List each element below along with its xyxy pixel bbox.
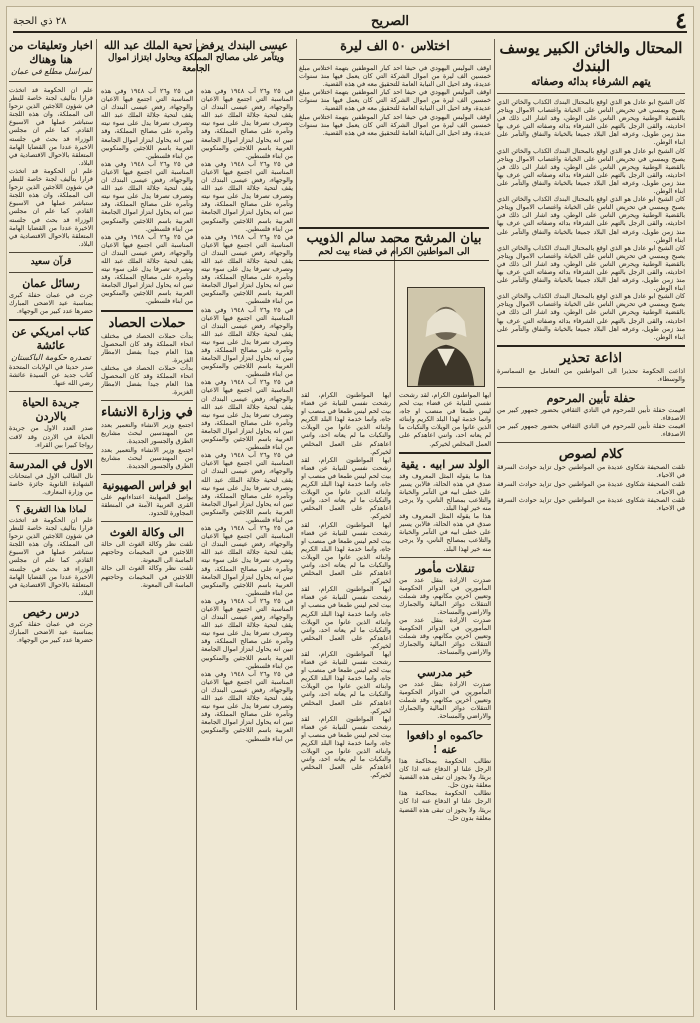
page-number: ٤ <box>675 8 687 34</box>
bandak-body-cont: في ٢٥ و٢٦ آب ١٩٤٨ وفي هذه المناسبة التي اجتمع فيها الاعيان والوجهاء، رفض عيسى البندك ان يقف لتحية جلالة الملك عبد الله وتصرف تصرفا يدل على سوء نيته وتآمره على مصالح المملكة، وقد تبين انه يحاول ابتزاز اموال الجامعة العربية باسم اللاجئين والمنكوبين من ابناء فلسطين. <box>201 232 293 306</box>
embezzlement-headline: اختلاس ٥٠ الف ليرة <box>340 39 450 54</box>
american-book-headline: كتاب امريكي عن عائشة <box>11 325 91 353</box>
right-col-headline: اخبار وتعليقات من هنا وهناك <box>9 39 93 66</box>
amman-headline: رسائل عمان <box>22 276 80 290</box>
first-place-body: نال الطالب الاول في امتحانات الشهادة الثانوية جائزة خاصة من وزارة المعارف. <box>9 471 93 496</box>
candidate-body-cont: ايها المواطنون الكرام، لقد رشحت نفسي للنيابة عن قضاء بيت لحم ليس طمعا في منصب او جاه، وانما خدمة لهذا البلد الكريم وابنائه الذين عانوا من الويلات والنكبات ما لم يعانه احد، وانني اعاهدكم على العمل المخلص لخيركم. <box>301 714 391 780</box>
obit-body: اقيمت حفلة تأبين للمرحوم في النادي الثقافي بحضور جمهور كبير من الاصدقاء. <box>497 406 685 423</box>
construction-body: اجتمع وزير الانشاء والتعمير بعدد من المهندسين لبحث مشاريع الطرق والجسور الجديدة. <box>101 421 193 446</box>
bandak-headline: عيسى البندك يرفض تحية الملك عبد الله <box>103 39 289 52</box>
transfers-body: صدرت الارادة بنقل عدد من المأمورين في الدوائر الحكومية وتعيين آخرين مكانهم، وقد شملت التنقلات دوائر المالية والجمارك والاراضي والمساحة. <box>399 575 491 616</box>
warning-body: اذاعت الحكومة تحذيرا الى المواطنين من التعامل مع السماسرة والوسطاء. <box>497 366 685 383</box>
lead-body-cont: كان الشيخ ابو عادل هو الذي اوقع بالمحتال البندك الكذاب والخائن الذي يصبح ويمسي في تحريض الناس على الخيانة واغتصاب الاموال ويتاجر بالقضية الوطنية ويحرض الناس على الوطن، وقد اشار الى ذلك في احاديثه، والقى الرجل بالتهم على الشرفاء بدائه وصفاته التي عرف بها منذ زمن طويل، وعرفه اهل البلاد جميعا بالخيانة والنفاق والتآمر على ابناء الوطن. <box>497 243 685 293</box>
bandak-subheadline: ويتآمر على مصالح المملكة ويحاول ابتزاز اموال الجامعة <box>108 53 284 74</box>
american-book-body: صدر حديثا في الولايات المتحدة كتاب جديد عن السيدة عائشة رضي الله عنها. <box>9 363 93 388</box>
teacher-body: صدرت الارادة بنقل عدد من المأمورين في الدوائر الحكومية وتعيين آخرين مكانهم، وقد شملت التنقلات دوائر المالية والجمارك والاراضي والمساحة. <box>399 679 491 720</box>
warning-headline: اذاعة تحذير <box>560 350 622 366</box>
relief-headline: الى وكالة الغوث <box>109 526 185 540</box>
thieves-headline: كلام لصوص <box>558 447 624 463</box>
bandak-banner <box>99 39 293 83</box>
zionist-body: يواصل الصهاينة اعتداءاتهم على القرى العربية الآمنة في المنطقة المجاورة للحدود. <box>101 492 193 518</box>
thieves-body: تلقت الصحيفة شكاوى عديدة من المواطنين حول تزايد حوادث السرقة في الاحياء. <box>497 463 685 480</box>
paper-name: الصريح <box>370 13 410 29</box>
held-headline: حاكموه او دافعوا عنه ! <box>406 729 484 756</box>
teacher-headline: خبر مدرسي <box>417 665 473 679</box>
quran-headline: قرآن سعيد <box>30 256 72 267</box>
column-rule <box>394 237 395 1010</box>
candidate-headline: بيان المرشح محمد سالم الذويب <box>306 231 482 246</box>
bandak-body-cont: في ٢٥ و٢٦ آب ١٩٤٨ وفي هذه المناسبة التي اجتمع فيها الاعيان والوجهاء، رفض عيسى البندك ان يقف لتحية جلالة الملك عبد الله وتصرف تصرفا يدل على سوء نيته وتآمره على مصالح المملكة، وقد تبين انه يحاول ابتزاز اموال الجامعة العربية باسم اللاجئين والمنكوبين من ابناء فلسطين. <box>201 524 293 597</box>
held-body: نطالب الحكومة بمحاكمة هذا الرجل علنا او الدفاع عنه اذا كان بريئا، ولا يجوز ان تبقى هذه القضية معلقة بدون حل. <box>399 757 491 790</box>
american-book-subheadline: تصدره حكومة الباكستان <box>11 353 91 363</box>
embezzlement-block <box>299 39 491 225</box>
candidate-banner <box>299 227 489 261</box>
bandak-body-cont: في ٢٥ و٢٦ آب ١٩٤٨ وفي هذه المناسبة التي اجتمع فيها الاعيان والوجهاء، رفض عيسى البندك ان يقف لتحية جلالة الملك عبد الله وتصرف تصرفا يدل على سوء نيته وتآمره على مصالح المملكة، وقد تبين انه يحاول ابتزاز اموال الجامعة العربية باسم اللاجئين والمنكوبين من ابناء فلسطين. <box>101 87 193 160</box>
bandak-body-cont: في ٢٥ و٢٦ آب ١٩٤٨ وفي هذه المناسبة التي اجتمع فيها الاعيان والوجهاء، رفض عيسى البندك ان يقف لتحية جلالة الملك عبد الله وتصرف تصرفا يدل على سوء نيته وتآمره على مصالح المملكة، وقد تبين انه يحاول ابتزاز اموال الجامعة العربية باسم اللاجئين والمنكوبين من ابناء فلسطين. <box>201 451 293 524</box>
column-rule <box>296 39 297 1010</box>
column-5 <box>101 87 193 1010</box>
right-col-body: علم ان الحكومة قد اتخذت قرارا بتأليف لجنة خاصة للنظر في شؤون اللاجئين الذين نزحوا الى المملكة، وان هذه اللجنة ستباشر عملها في الاسبوع القادم. كما علم ان مجلس الوزراء قد بحث في جلسته الاخيرة عددا من القضايا الهامة المتعلقة بالاحوال الاقتصادية في البلاد. <box>9 86 93 167</box>
candidate-subheadline: الى المواطنين الكرام في قضاء بيت لحم <box>318 247 470 257</box>
column-rule <box>96 39 97 1010</box>
candidate-body-cont: ايها المواطنون الكرام، لقد رشحت نفسي للنيابة عن قضاء بيت لحم ليس طمعا في منصب او جاه، وانما خدمة لهذا البلد الكريم وابنائه الذين عانوا من الويلات والنكبات ما لم يعانه احد، وانني اعاهدكم على العمل المخلص لخيركم. <box>301 455 391 521</box>
column-rule <box>196 39 197 1010</box>
harvest-headline: حملات الحصاد <box>108 315 186 331</box>
relief-body: نلفت نظر وكالة الغوث الى حالة اللاجئين في المخيمات وحاجتهم الماسة الى المعونة. <box>101 540 193 565</box>
embezzlement-body-cont: اوقف البوليس اليهودي في حيفا احد كبار الموظفين بتهمة اختلاس مبلغ خمسين الف ليرة من اموال الشركة التي كان يعمل فيها منذ سنوات عديدة، وقد احيل الى النيابة العامة للتحقيق معه في هذه القضية. <box>299 88 491 113</box>
why-headline: لماذا هذا التفريق ؟ <box>15 505 87 515</box>
candidate-photo <box>407 287 485 387</box>
candidate-body-cont: ايها المواطنون الكرام، لقد رشحت نفسي للنيابة عن قضاء بيت لحم ليس طمعا في منصب او جاه، وانما خدمة لهذا البلد الكريم وابنائه الذين عانوا من الويلات والنكبات ما لم يعانه احد، وانني اعاهدكم على العمل المخلص لخيركم. <box>301 520 391 586</box>
boy-body-cont: هذا ما يقوله المثل المعروف وقد صدق في هذه الحالة، فالابن يسير على خطى ابيه في التآمر والخيانة والتلاعب بمصالح الناس، ولا يرجى منه خير لهذا البلد. <box>399 512 491 553</box>
right-col-subheadline: لمراسل مطلع في عمان <box>10 67 92 76</box>
obit-body-cont: اقيمت حفلة تأبين للمرحوم في النادي الثقافي بحضور جمهور كبير من الاصدقاء. <box>497 422 685 439</box>
candidate-body: ايها المواطنون الكرام، لقد رشحت نفسي للنيابة عن قضاء بيت لحم ليس طمعا في منصب او جاه، وانما خدمة لهذا البلد الكريم وابنائه الذين عانوا من الويلات والنكبات ما لم يعانه احد، وانني اعاهدكم على العمل المخلص لخيركم. <box>399 391 491 448</box>
bandak-body-cont: في ٢٥ و٢٦ آب ١٩٤٨ وفي هذه المناسبة التي اجتمع فيها الاعيان والوجهاء، رفض عيسى البندك ان يقف لتحية جلالة الملك عبد الله وتصرف تصرفا يدل على سوء نيته وتآمره على مصالح المملكة، وقد تبين انه يحاول ابتزاز اموال الجامعة العربية باسم اللاجئين والمنكوبين من ابناء فلسطين. <box>201 596 293 670</box>
lead-body-cont: كان الشيخ ابو عادل هو الذي اوقع بالمحتال البندك الكذاب والخائن الذي يصبح ويمسي في تحريض الناس على الخيانة واغتصاب الاموال ويتاجر بالقضية الوطنية ويحرض الناس على الوطن، وقد اشار الى ذلك في احاديثه، والقى الرجل بالتهم على الشرفاء بدائه وصفاته التي عرف بها منذ زمن طويل، وعرفه اهل البلاد جميعا بالخيانة والنفاق والتآمر على ابناء الوطن. <box>497 195 685 244</box>
harvest-body: بدأت حملات الحصاد في مختلف انحاء المملكة وقد كان المحصول هذا العام جيدا بفضل الامطار الغزيرة. <box>101 331 193 364</box>
portrait-image <box>408 288 484 386</box>
cheap-headline: درس رخيص <box>22 605 80 619</box>
cheap-body: جرت في عمان حفلة كبرى بمناسبة عيد الاضحى المبارك حضرها عدد كبير من الوجهاء. <box>9 619 93 645</box>
zionist-headline: ابو فراس الصهيونية <box>102 478 192 492</box>
column-4 <box>201 87 293 1010</box>
thieves-body-cont: تلقت الصحيفة شكاوى عديدة من المواطنين حول تزايد حوادث السرقة في الاحياء. <box>497 495 685 512</box>
bandak-body-cont: في ٢٥ و٢٦ آب ١٩٤٨ وفي هذه المناسبة التي اجتمع فيها الاعيان والوجهاء، رفض عيسى البندك ان يقف لتحية جلالة الملك عبد الله وتصرف تصرفا يدل على سوء نيته وتآمره على مصالح المملكة، وقد تبين انه يحاول ابتزاز اموال الجامعة العربية باسم اللاجئين والمنكوبين من ابناء فلسطين. <box>201 305 293 379</box>
thieves-body-cont: تلقت الصحيفة شكاوى عديدة من المواطنين حول تزايد حوادث السرقة في الاحياء. <box>497 479 685 496</box>
amman-body: جرت في عمان حفلة كبرى بمناسبة عيد الاضحى المبارك حضرها عدد كبير من الوجهاء. <box>9 290 93 316</box>
construction-headline: في وزارة الانشاء <box>101 405 193 421</box>
lead-body-cont: كان الشيخ ابو عادل هو الذي اوقع بالمحتال البندك الكذاب والخائن الذي يصبح ويمسي في تحريض الناس على الخيانة واغتصاب الاموال ويتاجر بالقضية الوطنية ويحرض الناس على الوطن، وقد اشار الى ذلك في احاديثه، والقى الرجل بالتهم على الشرفاء بدائه وصفاته التي عرف بها منذ زمن طويل، وعرفه اهل البلاد جميعا بالخيانة والنفاق والتآمر على ابناء الوطن. <box>497 292 685 341</box>
bandak-body-cont: في ٢٥ و٢٦ آب ١٩٤٨ وفي هذه المناسبة التي اجتمع فيها الاعيان والوجهاء، رفض عيسى البندك ان يقف لتحية جلالة الملك عبد الله وتصرف تصرفا يدل على سوء نيته وتآمره على مصالح المملكة، وقد تبين انه يحاول ابتزاز اموال الجامعة العربية باسم اللاجئين والمنكوبين من ابناء فلسطين. <box>101 232 193 306</box>
column-6 <box>9 39 93 1010</box>
newspaper-headline: جريدة الحياة بالاردن <box>22 396 80 424</box>
transfers-body-cont: صدرت الارادة بنقل عدد من المأمورين في الدوائر الحكومية وتعيين آخرين مكانهم، وقد شملت التنقلات دوائر المالية والجمارك والاراضي والمساحة. <box>399 616 491 657</box>
column-2 <box>399 391 491 1010</box>
candidate-body-cont: ايها المواطنون الكرام، لقد رشحت نفسي للنيابة عن قضاء بيت لحم ليس طمعا في منصب او جاه، وانما خدمة لهذا البلد الكريم وابنائه الذين عانوا من الويلات والنكبات ما لم يعانه احد، وانني اعاهدكم على العمل المخلص لخيركم. <box>301 585 391 650</box>
candidate-body-cont: ايها المواطنون الكرام، لقد رشحت نفسي للنيابة عن قضاء بيت لحم ليس طمعا في منصب او جاه، وانما خدمة لهذا البلد الكريم وابنائه الذين عانوا من الويلات والنكبات ما لم يعانه احد، وانني اعاهدكم على العمل المخلص لخيركم. <box>301 391 391 456</box>
boy-body: هذا ما يقوله المثل المعروف وقد صدق في هذه الحالة، فالابن يسير على خطى ابيه في التآمر والخيانة والتلاعب بمصالح الناس، ولا يرجى منه خير لهذا البلد. <box>399 471 491 513</box>
column-3 <box>301 391 391 1010</box>
newspaper-body: صدر العدد الاول من جريدة الحياة في الاردن وقد لاقت رواجا كبيرا بين القراء. <box>9 424 93 449</box>
lead-headline: المحتال والخائن الكبير يوسف البندك <box>499 39 683 75</box>
construction-body-cont: اجتمع وزير الانشاء والتعمير بعدد من المهندسين لبحث مشاريع الطرق والجسور الجديدة. <box>101 445 193 470</box>
lead-body-cont: كان الشيخ ابو عادل هو الذي اوقع بالمحتال البندك الكذاب والخائن الذي يصبح ويمسي في تحريض الناس على الخيانة واغتصاب الاموال ويتاجر بالقضية الوطنية ويحرض الناس على الوطن، وقد اشار الى ذلك في احاديثه، والقى الرجل بالتهم على الشرفاء بدائه وصفاته التي عرف بها منذ زمن طويل، وعرفه اهل البلاد جميعا بالخيانة والنفاق والتآمر على ابناء الوطن. <box>497 146 685 196</box>
bandak-body: في ٢٥ و٢٦ آب ١٩٤٨ وفي هذه المناسبة التي اجتمع فيها الاعيان والوجهاء، رفض عيسى البندك ان يقف لتحية جلالة الملك عبد الله وتصرف تصرفا يدل على سوء نيته وتآمره على مصالح المملكة، وقد تبين انه يحاول ابتزاز اموال الجامعة العربية باسم اللاجئين والمنكوبين من ابناء فلسطين. <box>201 87 293 160</box>
relief-body-cont: نلفت نظر وكالة الغوث الى حالة اللاجئين في المخيمات وحاجتهم الماسة الى المعونة. <box>101 564 193 589</box>
bandak-body-cont: في ٢٥ و٢٦ آب ١٩٤٨ وفي هذه المناسبة التي اجتمع فيها الاعيان والوجهاء، رفض عيسى البندك ان يقف لتحية جلالة الملك عبد الله وتصرف تصرفا يدل على سوء نيته وتآمره على مصالح المملكة، وقد تبين انه يحاول ابتزاز اموال الجامعة العربية باسم اللاجئين والمنكوبين من ابناء فلسطين. <box>101 159 193 233</box>
lead-subheadline: يتهم الشرفاء بدائه وصفاته <box>531 75 651 88</box>
embezzlement-body-cont: اوقف البوليس اليهودي في حيفا احد كبار الموظفين بتهمة اختلاس مبلغ خمسين الف ليرة من اموال الشركة التي كان يعمل فيها منذ سنوات عديدة، وقد احيل الى النيابة العامة للتحقيق معه في هذه القضية. <box>299 112 491 137</box>
candidate-body-cont: ايها المواطنون الكرام، لقد رشحت نفسي للنيابة عن قضاء بيت لحم ليس طمعا في منصب او جاه، وانما خدمة لهذا البلد الكريم وابنائه الذين عانوا من الويلات والنكبات ما لم يعانه احد، وانني اعاهدكم على العمل المخلص لخيركم. <box>301 650 391 715</box>
lead-body: كان الشيخ ابو عادل هو الذي اوقع بالمحتال البندك الكذاب والخائن الذي يصبح ويمسي في تحريض الناس على الخيانة واغتصاب الاموال ويتاجر بالقضية الوطنية ويحرض الناس على الوطن، وقد اشار الى ذلك في احاديثه، والقى الرجل بالتهم على الشرفاء بدائه وصفاته التي عرف بها منذ زمن طويل، وعرفه اهل البلاد جميعا بالخيانة والنفاق والتآمر على ابناء الوطن. <box>497 98 685 147</box>
bandak-body-cont: في ٢٥ و٢٦ آب ١٩٤٨ وفي هذه المناسبة التي اجتمع فيها الاعيان والوجهاء، رفض عيسى البندك ان يقف لتحية جلالة الملك عبد الله وتصرف تصرفا يدل على سوء نيته وتآمره على مصالح المملكة، وقد تبين انه يحاول ابتزاز اموال الجامعة العربية باسم اللاجئين والمنكوبين من ابناء فلسطين. <box>201 378 293 452</box>
issue-date: ٢٨ ذي الحجة <box>13 15 67 27</box>
harvest-body-cont: بدأت حملات الحصاد في مختلف انحاء المملكة وقد كان المحصول هذا العام جيدا بفضل الامطار الغزيرة. <box>101 363 193 397</box>
right-col-body-cont: علم ان الحكومة قد اتخذت قرارا بتأليف لجنة خاصة للنظر في شؤون اللاجئين الذين نزحوا الى المملكة، وان هذه اللجنة ستباشر عملها في الاسبوع القادم. كما علم ان مجلس الوزراء قد بحث في جلسته الاخيرة عددا من القضايا الهامة المتعلقة بالاحوال الاقتصادية في البلاد. <box>9 166 93 248</box>
obit-headline: حفلة تأبين المرحوم <box>546 392 636 405</box>
why-body: علم ان الحكومة قد اتخذت قرارا بتأليف لجنة خاصة للنظر في شؤون اللاجئين الذين نزحوا الى المملكة، وان هذه اللجنة ستباشر عملها في الاسبوع القادم. كما علم ان مجلس الوزراء قد بحث في جلسته الاخيرة عددا من القضايا الهامة المتعلقة بالاحوال الاقتصادية في البلاد. <box>9 516 93 597</box>
boy-headline: الولد سر ابيه . يقية <box>400 457 490 471</box>
embezzlement-body: اوقف البوليس اليهودي في حيفا احد كبار الموظفين بتهمة اختلاس مبلغ خمسين الف ليرة من اموال الشركة التي كان يعمل فيها منذ سنوات عديدة، وقد احيل الى النيابة العامة للتحقيق معه في هذه القضية. <box>299 64 491 89</box>
newspaper-page <box>6 6 694 1017</box>
bandak-body-cont: في ٢٥ و٢٦ آب ١٩٤٨ وفي هذه المناسبة التي اجتمع فيها الاعيان والوجهاء، رفض عيسى البندك ان يقف لتحية جلالة الملك عبد الله وتصرف تصرفا يدل على سوء نيته وتآمره على مصالح المملكة، وقد تبين انه يحاول ابتزاز اموال الجامعة العربية باسم اللاجئين والمنكوبين من ابناء فلسطين. <box>201 669 293 743</box>
bandak-body-cont: في ٢٥ و٢٦ آب ١٩٤٨ وفي هذه المناسبة التي اجتمع فيها الاعيان والوجهاء، رفض عيسى البندك ان يقف لتحية جلالة الملك عبد الله وتصرف تصرفا يدل على سوء نيته وتآمره على مصالح المملكة، وقد تبين انه يحاول ابتزاز اموال الجامعة العربية باسم اللاجئين والمنكوبين من ابناء فلسطين. <box>201 159 293 233</box>
masthead <box>13 8 687 34</box>
held-body-cont: نطالب الحكومة بمحاكمة هذا الرجل علنا او الدفاع عنه اذا كان بريئا، ولا يجوز ان تبقى هذه القضية معلقة بدون حل. <box>399 789 491 822</box>
transfers-headline: تنقلات مأمور <box>415 561 475 575</box>
first-place-headline: الاول في المدرسة <box>9 457 93 471</box>
column-rule <box>494 39 495 1010</box>
column-1 <box>497 39 685 1010</box>
